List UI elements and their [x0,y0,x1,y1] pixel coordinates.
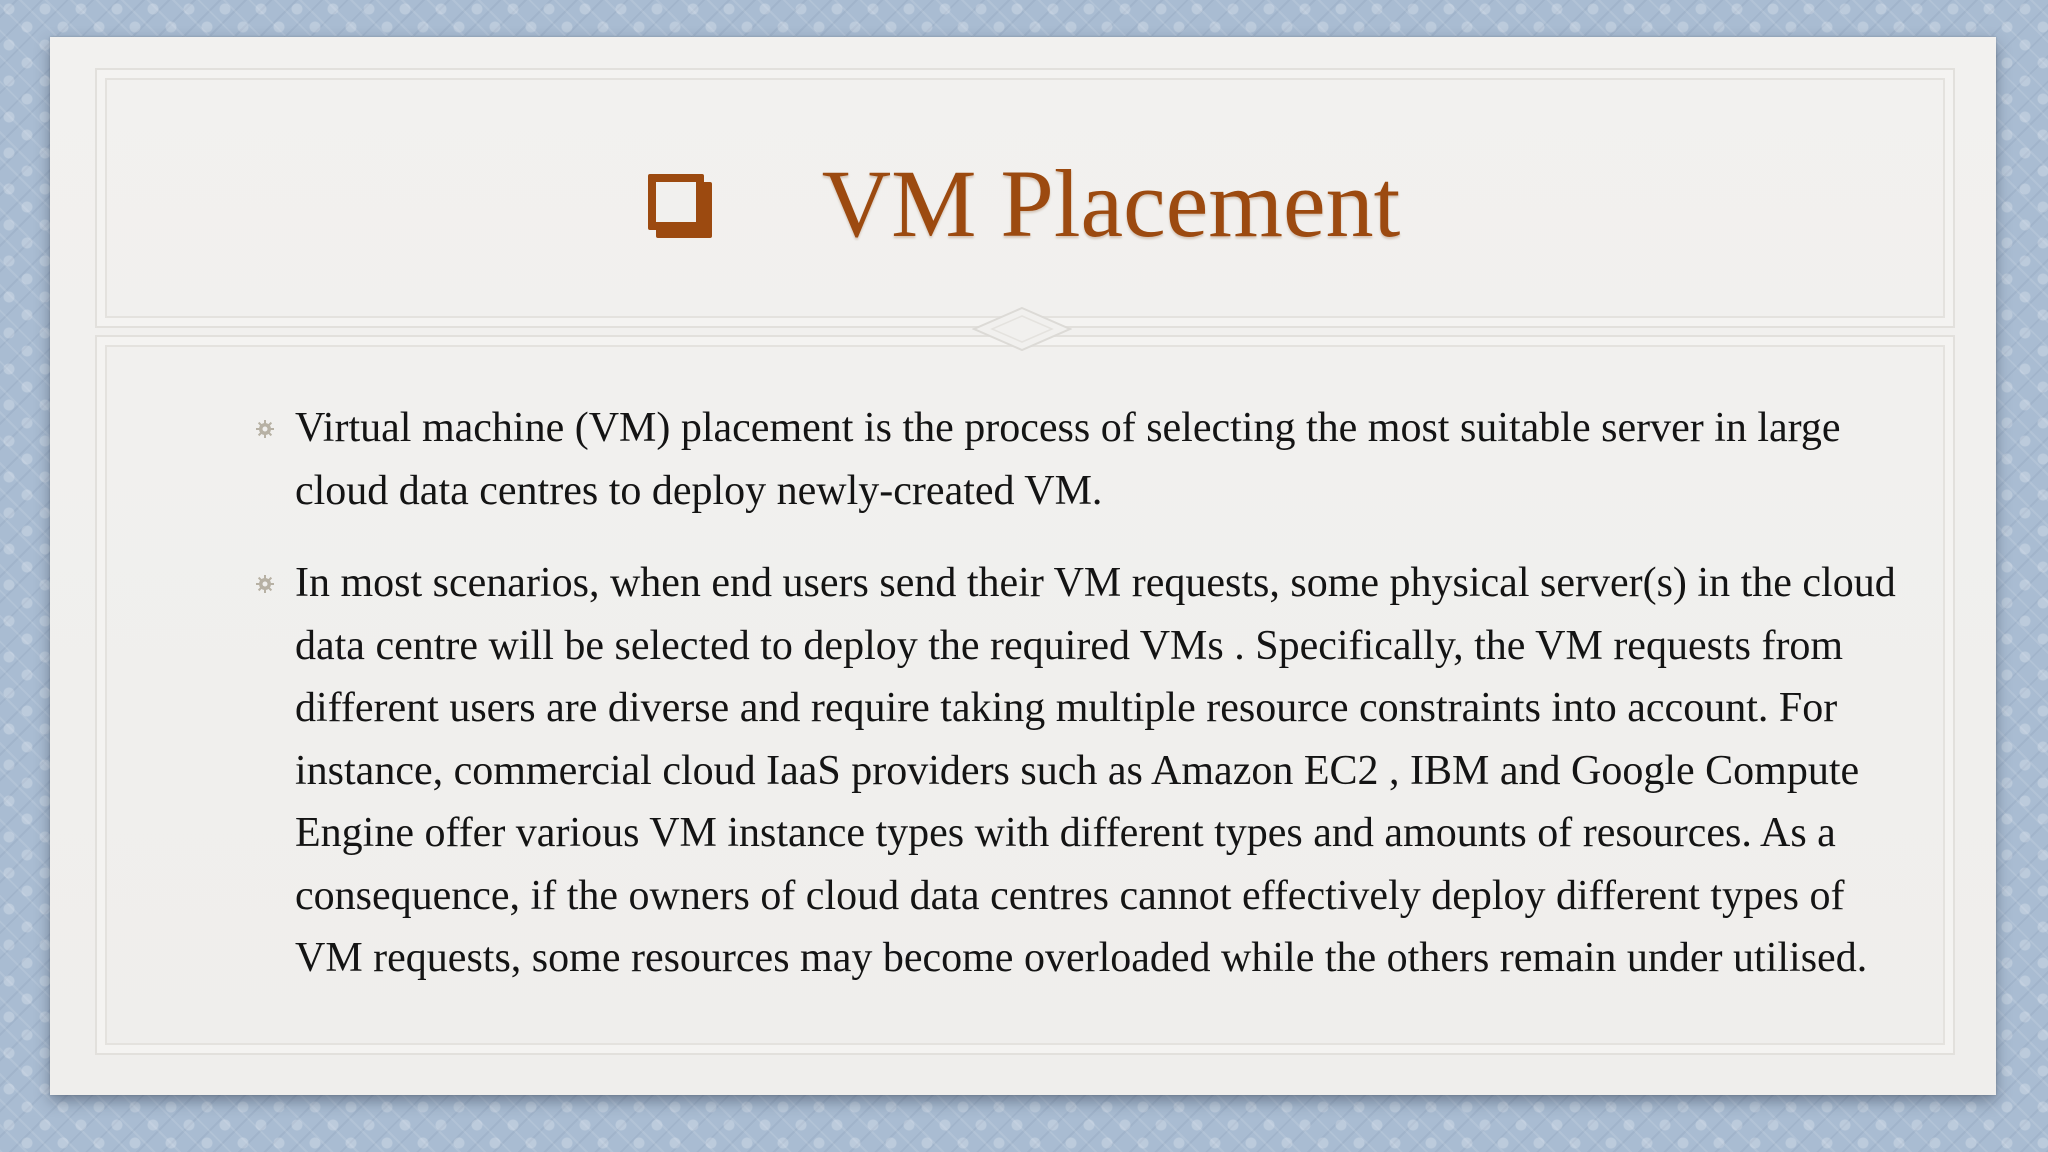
divider-ornament-icon [972,306,1072,352]
bullet-text: In most scenarios, when end users send their VM requests, some physical server(s) in the cloud data centre will be selected to deploy the required VMs . Specifically, the VM requests from different users are diverse and require taking multiple resource constraints into account. For instance, commercial cloud IaaS providers such as Amazon EC2 , IBM and Google Compute Engine offer various VM instance types with different types and amounts of resources. As a consequence, if the owners of cloud data centres cannot effectively deploy different types of VM requests, some resources may become overloaded while the others remain under utilised. [295,560,1896,981]
slide [50,37,1996,1095]
gear-bullet-icon [255,419,275,439]
title-text: VM Placement [821,150,1401,257]
list-item [245,397,1905,522]
list-item [245,552,1905,990]
slide-title [50,149,1996,259]
bullet-text: Virtual machine (VM) placement is the process of selecting the most suitable server in large cloud data centres to deploy newly-created VM. [295,405,1841,514]
bullet-list [245,397,1905,1020]
gear-bullet-icon [255,574,275,594]
hollow-square-bullet-icon [646,172,718,244]
